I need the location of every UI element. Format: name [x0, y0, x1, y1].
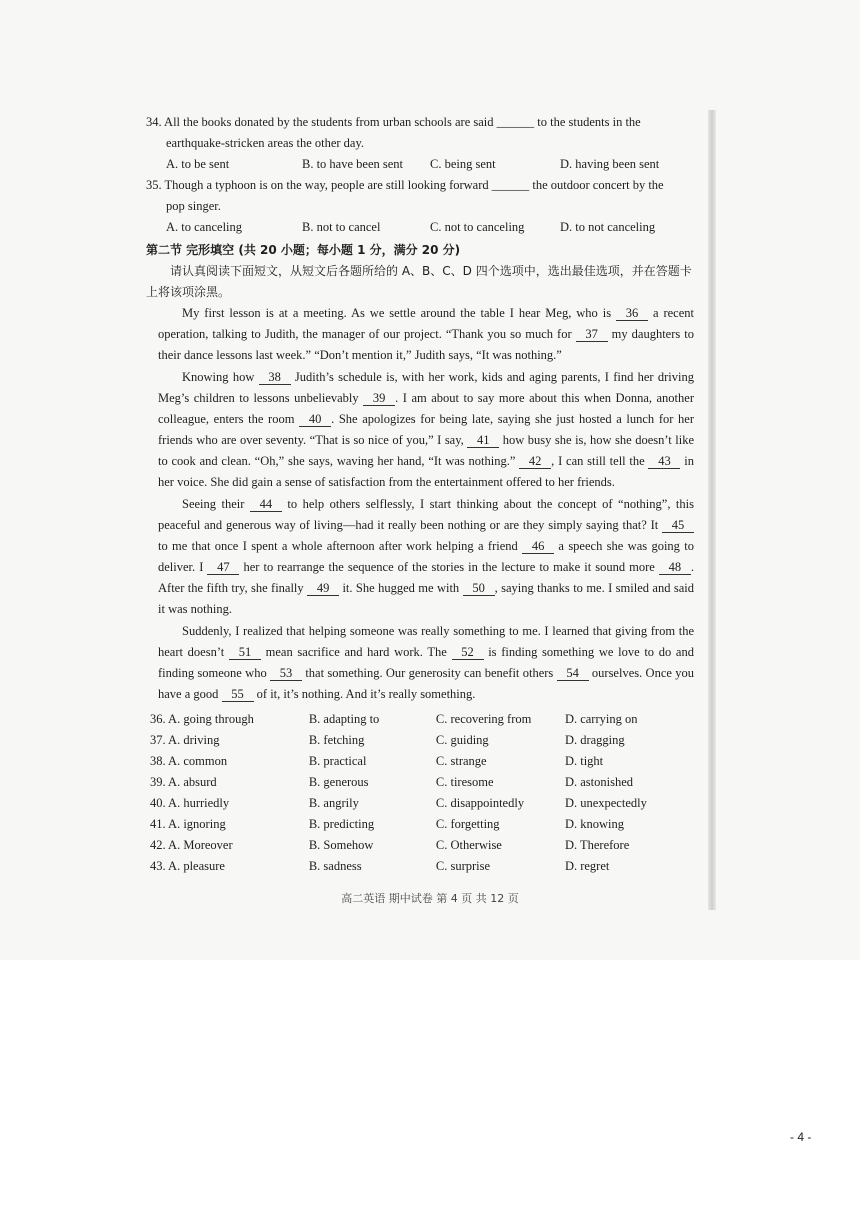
passage-text: my daughters to their dance lessons last week.” “Don’t mention it,” Judith says, “It was nothing.”: [158, 327, 694, 362]
passage-text: in her voice. She did gain a sense of satisfaction from the entertainment offered to her friends.: [158, 454, 694, 489]
question-35: [146, 175, 694, 238]
passage-text: how busy she is, how she doesn’t like to cook and clean. “Oh,” she says, waving her hand, “It was nothing.”: [158, 433, 694, 468]
cloze-blank-55: 55: [222, 687, 254, 702]
cloze-blank-49: 49: [307, 581, 339, 596]
q35-option-c: C. not to canceling: [430, 220, 525, 234]
passage-text: to me that once I spent a whole afternoon after work helping a friend: [158, 539, 523, 553]
choice-row-36: [150, 709, 694, 730]
choice-40-c: C. disappointedly: [435, 796, 525, 810]
passage-text: , I can still tell the: [551, 454, 649, 468]
passage-text: is finding something we love to do and finding someone who: [158, 645, 694, 680]
choice-42-d: D. Therefore: [564, 838, 630, 852]
q34-options: [146, 154, 694, 175]
passage-text: Knowing how: [182, 370, 259, 384]
cloze-blank-44: 44: [250, 497, 282, 512]
choice-42-a: 42. A. Moreover: [150, 838, 233, 852]
passage-text: Judith’s schedule is, with her work, kids and aging parents, I find her driving Meg’s children to lessons unbelievably: [158, 370, 694, 405]
passage-text: Suddenly, I realized that helping someone was really something to me. I learned that giving from the heart doesn’t: [158, 624, 694, 659]
cloze-blank-53: 53: [270, 666, 302, 681]
passage-text: mean sacrifice and hard work. The: [260, 645, 452, 659]
choice-39-b: B. generous: [308, 775, 369, 789]
passage-paragraph-2: [146, 367, 694, 493]
scan-binding-edge: [708, 110, 716, 910]
passage-text: that something. Our generosity can benefit others: [302, 666, 557, 680]
choice-41-c: C. forgetting: [435, 817, 500, 831]
cloze-blank-39: 39: [363, 391, 395, 406]
choice-36-a: 36. A. going through: [150, 712, 254, 726]
q34-option-c: C. being sent: [430, 157, 496, 171]
choice-row-37: [150, 730, 694, 751]
choice-41-d: D. knowing: [564, 817, 624, 831]
choice-39-c: C. tiresome: [435, 775, 494, 789]
choice-row-43: [150, 856, 694, 877]
cloze-blank-45: 45: [662, 518, 694, 533]
choice-36-c: C. recovering from: [435, 712, 532, 726]
choice-42-b: B. Somehow: [308, 838, 374, 852]
passage-text: a recent operation, talking to Judith, the manager of our project. “Thank you so much for: [158, 306, 694, 341]
choice-row-42: [150, 835, 694, 856]
choice-37-c: C. guiding: [435, 733, 489, 747]
passage-paragraph-3: [146, 494, 694, 620]
q35-option-a: A. to canceling: [166, 220, 243, 234]
choice-38-b: B. practical: [308, 754, 367, 768]
choice-37-d: D. dragging: [564, 733, 625, 747]
cloze-blank-43: 43: [648, 454, 680, 469]
cloze-blank-37: 37: [576, 327, 608, 342]
choice-38-a: 38. A. common: [150, 754, 228, 768]
choice-39-d: D. astonished: [564, 775, 633, 789]
choice-38-d: D. tight: [564, 754, 604, 768]
choice-36-b: B. adapting to: [308, 712, 380, 726]
q34-option-b: B. to have been sent: [302, 157, 404, 171]
section-instruction: 请认真阅读下面短文，从短文后各题所给的 A、B、C、D 四个选项中，选出最佳选项，并在答题卡上将该项涂黑。: [146, 264, 692, 299]
q34-stem-line2: earthquake-stricken areas the other day.: [166, 136, 365, 150]
choice-40-a: 40. A. hurriedly: [150, 796, 230, 810]
choice-37-a: 37. A. driving: [150, 733, 220, 747]
cloze-blank-38: 38: [259, 370, 291, 385]
exam-content: [146, 112, 694, 877]
choice-row-41: [150, 814, 694, 835]
passage-text: My first lesson is at a meeting. As we settle around the table I hear Meg, who is: [182, 306, 617, 320]
choice-40-d: D. unexpectedly: [564, 796, 647, 810]
choice-42-c: C. Otherwise: [435, 838, 502, 852]
cloze-blank-46: 46: [522, 539, 554, 554]
passage-text: it. She hugged me with: [339, 581, 463, 595]
page-number: - 4 -: [790, 1130, 812, 1144]
choice-row-40: [150, 793, 694, 814]
passage-text: Seeing their: [182, 497, 250, 511]
cloze-choices: [146, 709, 694, 877]
passage-paragraph-4: [146, 621, 694, 705]
cloze-blank-50: 50: [463, 581, 495, 596]
choice-37-b: B. fetching: [308, 733, 365, 747]
q34-option-a: A. to be sent: [166, 157, 230, 171]
cloze-blank-42: 42: [519, 454, 551, 469]
choice-39-a: 39. A. absurd: [150, 775, 217, 789]
choice-row-38: [150, 751, 694, 772]
q34-option-d: D. having been sent: [560, 157, 660, 171]
question-34: [146, 112, 694, 175]
passage-text: to help others selflessly, I start thinking about the concept of “nothing”, this peaceful and generous way of living—had it really been nothing or are they simply saying that? It: [158, 497, 694, 532]
choice-43-b: B. sadness: [308, 859, 362, 873]
choice-40-b: B. angrily: [308, 796, 359, 810]
section-title: 第二节 完形填空 (共 20 小题；每小题 1 分，满分 20 分): [146, 243, 461, 257]
cloze-blank-52: 52: [452, 645, 484, 660]
q35-option-d: D. to not canceling: [560, 220, 656, 234]
exam-footer: 高二英语 期中试卷 第 4 页 共 12 页: [341, 892, 519, 905]
cloze-blank-54: 54: [557, 666, 589, 681]
passage-text: a speech she was going to deliver. I: [158, 539, 694, 574]
q35-stem-line1: 35. Though a typhoon is on the way, people are still looking forward ______ the outdoor concert by the: [146, 178, 664, 192]
choice-43-c: C. surprise: [435, 859, 491, 873]
cloze-blank-47: 47: [207, 560, 239, 575]
cloze-blank-36: 36: [616, 306, 648, 321]
passage-text: . After the fifth try, she finally: [158, 560, 694, 595]
q35-option-b: B. not to cancel: [302, 220, 381, 234]
passage-text: , saying thanks to me. I smiled and said it was nothing.: [158, 581, 694, 616]
passage-paragraph-1: [146, 303, 694, 366]
choice-41-a: 41. A. ignoring: [150, 817, 226, 831]
q35-options: [146, 217, 694, 238]
q34-stem-line1: 34. All the books donated by the students from urban schools are said ______ to the students in the: [146, 115, 641, 129]
passage-text: . She apologizes for being late, saying she just hosted a lunch for her friends who are over seventy. “That is so nice of you,” I say,: [158, 412, 694, 447]
q35-stem-line2: pop singer.: [166, 199, 221, 213]
passage-text: ourselves. Once you have a good: [158, 666, 694, 701]
choice-41-b: B. predicting: [308, 817, 375, 831]
choice-43-a: 43. A. pleasure: [150, 859, 225, 873]
choice-36-d: D. carrying on: [564, 712, 638, 726]
cloze-blank-48: 48: [659, 560, 691, 575]
passage-text: . I am about to say more about this when Donna, another colleague, enters the room: [158, 391, 694, 426]
passage-text: of it, it’s nothing. And it’s really something.: [253, 687, 476, 701]
cloze-blank-41: 41: [467, 433, 499, 448]
choice-38-c: C. strange: [435, 754, 487, 768]
cloze-blank-40: 40: [299, 412, 331, 427]
choice-row-39: [150, 772, 694, 793]
cloze-blank-51: 51: [229, 645, 261, 660]
choice-43-d: D. regret: [564, 859, 610, 873]
passage-text: her to rearrange the sequence of the stories in the lecture to make it sound more: [239, 560, 659, 574]
